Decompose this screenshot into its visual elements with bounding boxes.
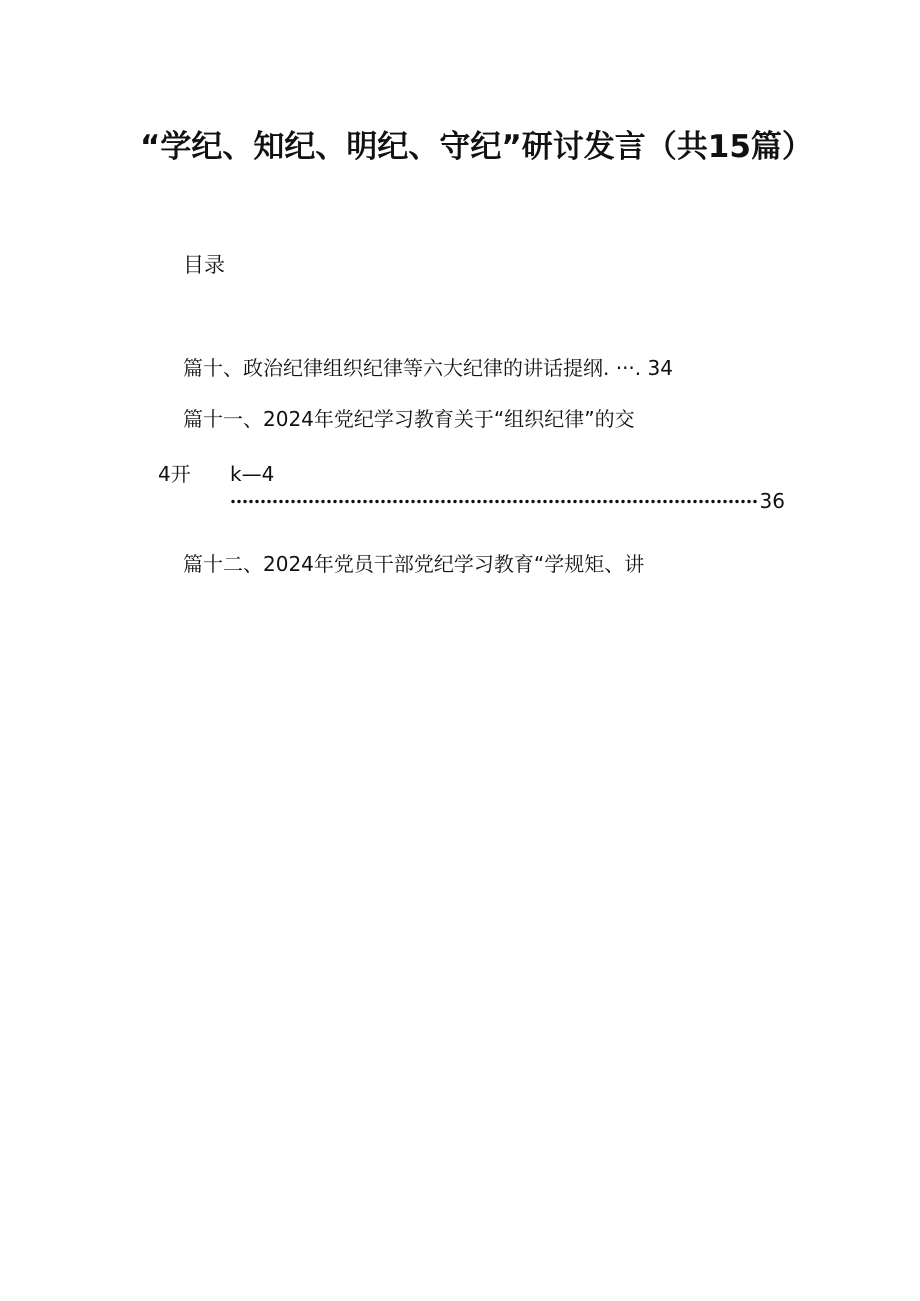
toc-entry-12[interactable]: 篇十二、2024年党员干部党纪学习教育“学规矩、讲 <box>183 552 645 576</box>
document-title: “学纪、知纪、明纪、守纪”研讨发言（共15篇） <box>140 129 813 165</box>
toc-heading: 目录 <box>183 253 225 277</box>
toc-entry-11-continuation-a: 4开 <box>158 462 191 486</box>
toc-entry-10[interactable]: 篇十、政治纪律组织纪律等六大纪律的讲话提纲. ···. 34 <box>183 356 673 380</box>
toc-entry-11-leader-row <box>230 486 785 516</box>
toc-entry-11-page-number: 36 <box>759 489 785 513</box>
dot-leader <box>230 499 758 504</box>
toc-entry-11[interactable]: 篇十一、2024年党纪学习教育关于“组织纪律”的交 <box>183 407 635 431</box>
toc-entry-11-continuation-b: k—4 <box>230 462 275 486</box>
